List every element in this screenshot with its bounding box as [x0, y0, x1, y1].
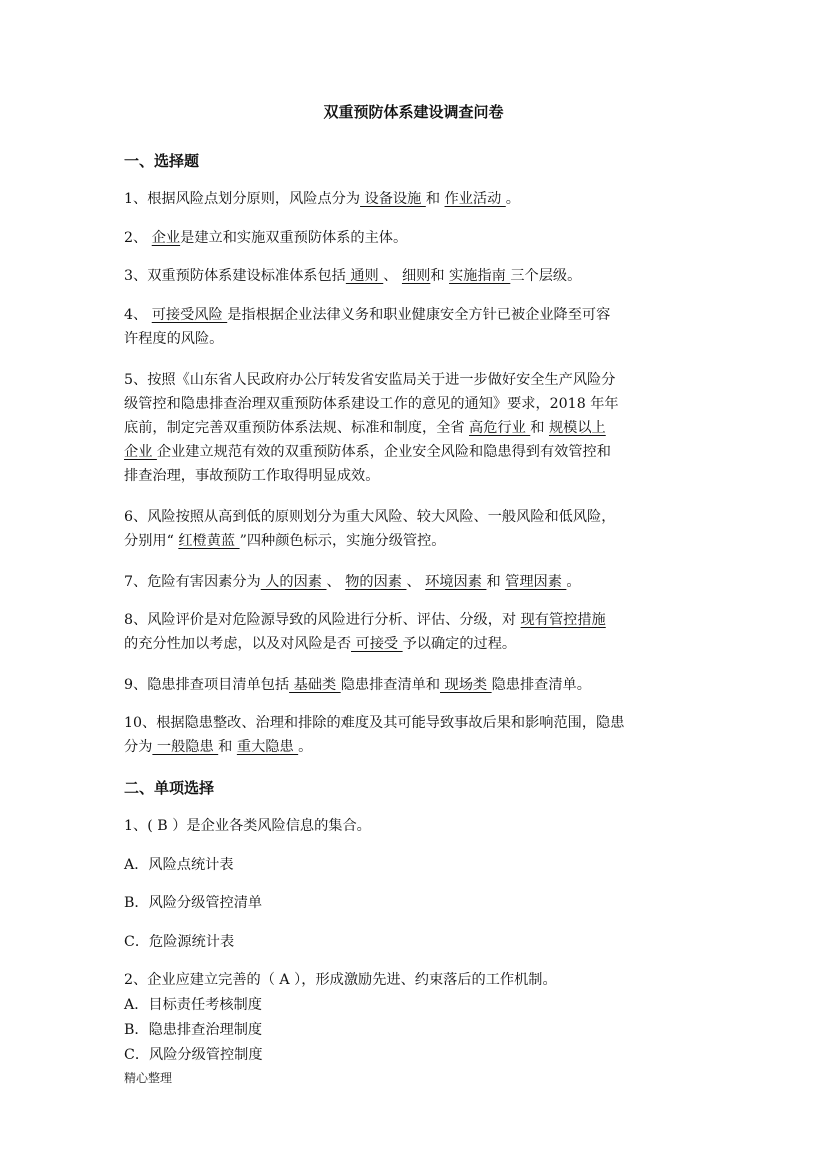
choice-option-c: C．危险源统计表: [124, 934, 235, 950]
choice-option-c: C．风险分级管控制度: [124, 1047, 263, 1063]
answer-blank: 红橙黄蓝: [178, 533, 240, 549]
question-6: 6、风险按照从高到低的原则划分为重大风险、较大风险、一般风险和低风险， 分别用“ 红橙黄蓝 ”四种颜色标示，实施分级管控。: [124, 509, 616, 549]
document-title: 双重预防体系建设调查问卷: [323, 103, 504, 121]
answer-blank: 基础类: [289, 677, 341, 693]
question-2: 2、 企业是建立和实施双重预防体系的主体。: [124, 230, 408, 246]
answer-blank: 现场类: [440, 677, 492, 693]
choice-option-a: A．目标责任考核制度: [124, 997, 262, 1013]
answer-blank: 作业活动: [444, 191, 506, 207]
answer-blank: 人的因素: [260, 574, 327, 590]
answer-blank: 现有管控措施: [520, 612, 606, 628]
answer-blank: 企业: [124, 444, 157, 460]
answer-blank: 一般隐患: [152, 739, 219, 755]
answer-blank: 通则: [345, 268, 384, 284]
answer-blank: 高危行业: [469, 420, 531, 436]
question-3: 3、双重预防体系建设标准体系包括 通则 、 细则和 实施指南 三个层级。: [124, 268, 582, 284]
answer-blank: 环境因素: [425, 574, 487, 590]
answer-blank: 规模以上: [548, 420, 606, 436]
answer-blank: 设备设施: [360, 191, 426, 207]
answer-blank: 管理因素: [505, 574, 567, 590]
choice-question-2: 2、企业应建立完善的（ A ），形成激励先进、约束落后的工作机制。: [124, 972, 557, 988]
answer-blank: 企业: [151, 230, 181, 246]
answer-blank: 可接受: [351, 636, 403, 652]
answer-blank: 实施指南: [449, 268, 511, 284]
question-10: 10、根据隐患整改、治理和排除的难度及其可能导致事故后果和影响范围，隐患 分为 一般隐患 和 重大隐患 。: [124, 715, 625, 755]
question-4: 4、 可接受风险 是指根据企业法律义务和职业健康安全方针已被企业降至可容 许程度的风险。: [124, 307, 611, 347]
choice-option-b: B．隐患排查治理制度: [124, 1022, 263, 1038]
answer-blank: 物的因素: [345, 574, 407, 590]
choice-question-1: 1、( B ）是企业各类风险信息的集合。: [124, 818, 371, 834]
answer-blank: 可接受风险: [151, 307, 228, 323]
question-9: 9、隐患排查项目清单包括 基础类 隐患排查清单和 现场类 隐患排查清单。: [124, 677, 591, 693]
section-heading-fill-in: 一、选择题: [124, 152, 200, 170]
answer-blank: 重大隐患: [236, 739, 299, 755]
page-footer: 精心整理: [124, 1071, 173, 1085]
answer-blank: 细则: [401, 268, 431, 284]
question-8: 8、风险评价是对危险源导致的风险进行分析、评估、分级，对 现有管控措施 的充分性加以考虑，以及对风险是否 可接受 予以确定的过程。: [124, 612, 606, 652]
question-5: 5、按照《山东省人民政府办公厅转发省安监局关于进一步做好安全生产风险分 级管控和隐患排查治理双重预防体系建设工作的意见的通知》要求，2018 年年 底前，制定完善双重预防体系法规、标准和制度，全省 高危行业 和 规模以上 企业 企业建立规范有效的双重预防体系，企业安全风险和隐患得到有效管控和 排查治理，事故预防工作取得明显成效。: [124, 372, 619, 484]
question-7: 7、危险有害因素分为 人的因素 、 物的因素 、 环境因素 和 管理因素 。: [124, 574, 581, 590]
choice-option-a: A．风险点统计表: [124, 857, 234, 873]
choice-option-b: B．风险分级管控清单: [124, 895, 263, 911]
section-heading-single-choice: 二、单项选择: [124, 779, 215, 797]
question-1: 1、根据风险点划分原则，风险点分为 设备设施 和 作业活动 。: [124, 191, 520, 207]
